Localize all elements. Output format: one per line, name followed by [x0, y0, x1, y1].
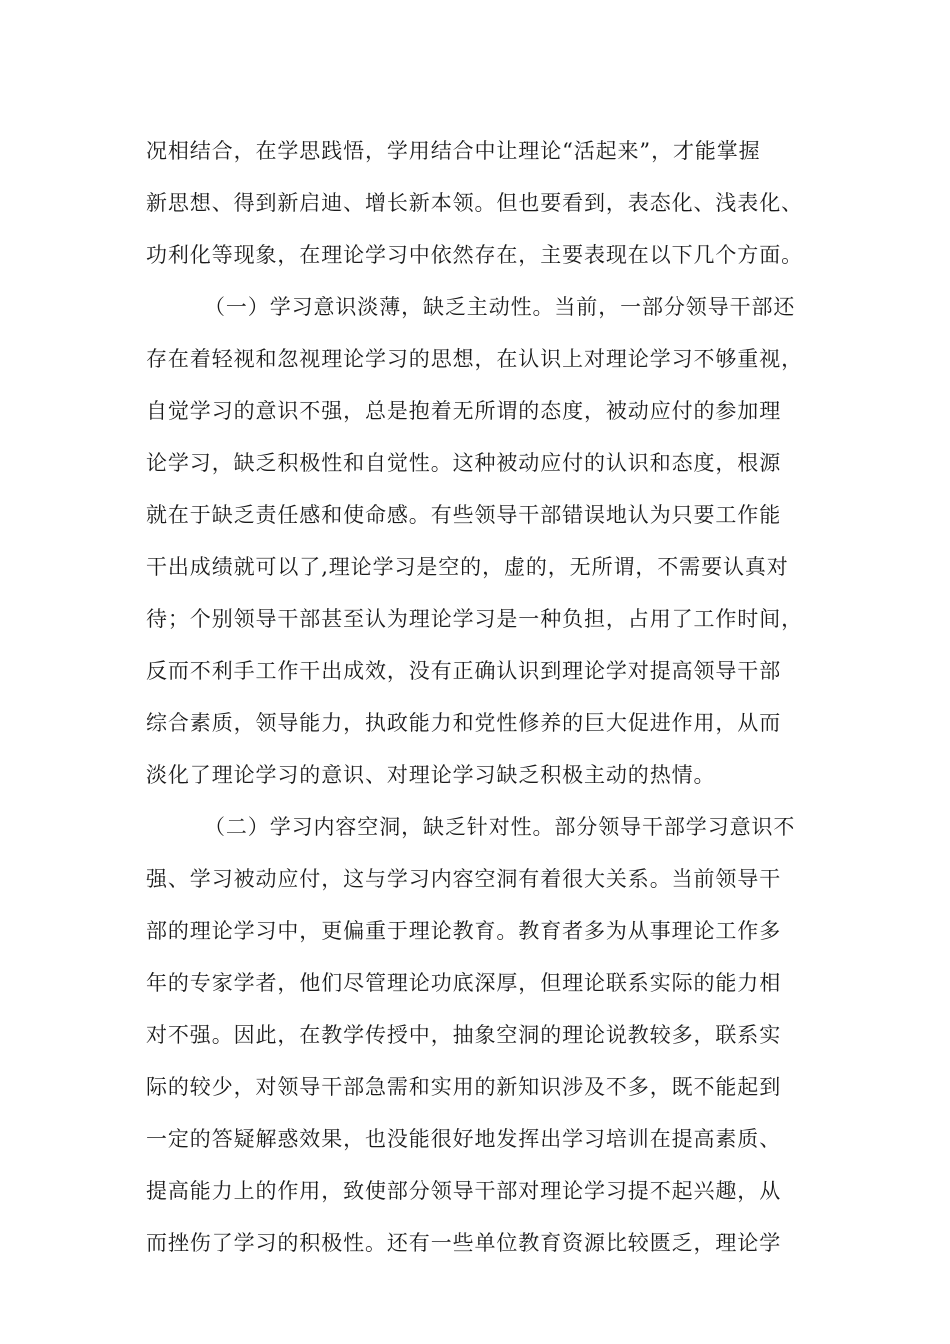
text-line: 就在于缺乏责任感和使命感。有些领导干部错误地认为只要工作能 [146, 503, 782, 527]
text-line: 反而不利手工作干出成效，没有正确认识到理论学对提高领导干部 [146, 659, 782, 683]
text-line: 对不强。因此，在教学传授中，抽象空洞的理论说教较多，联系实 [146, 1023, 782, 1047]
text-line: 部的理论学习中，更偏重于理论教育。教育者多为从事理论工作多 [146, 919, 782, 943]
text-line: 干出成绩就可以了,理论学习是空的，虚的，无所谓，不需要认真对 [146, 555, 789, 579]
text-line: 待；个别领导干部甚至认为理论学习是一种负担，占用了工作时间， [146, 607, 803, 631]
text-line: 际的较少，对领导干部急需和实用的新知识涉及不多，既不能起到 [146, 1075, 782, 1099]
text-line: 新思想、得到新启迪、增长新本领。但也要看到，表态化、浅表化、 [146, 191, 803, 215]
text-line: 功利化等现象，在理论学习中依然存在，主要表现在以下几个方面。 [146, 243, 803, 267]
section-heading-line: （一）学习意识淡薄，缺乏主动性。当前，一部分领导干部还 [204, 295, 796, 319]
text-line: 年的专家学者，他们尽管理论功底深厚，但理论联系实际的能力相 [146, 971, 782, 995]
text-line: 强、学习被动应付，这与学习内容空洞有着很大关系。当前领导干 [146, 867, 782, 891]
text-line: 而挫伤了学习的积极性。还有一些单位教育资源比较匮乏，理论学 [146, 1231, 782, 1255]
text-line: 况相结合，在学思践悟，学用结合中让理论“活起来”，才能掌握 [146, 139, 761, 163]
text-line: 存在着轻视和忽视理论学习的思想，在认识上对理论学习不够重视， [146, 347, 803, 371]
text-line: 提高能力上的作用，致使部分领导干部对理论学习提不起兴趣，从 [146, 1179, 782, 1203]
text-line: 淡化了理论学习的意识、对理论学习缺乏积极主动的热情。 [146, 763, 716, 787]
text-line: 一定的答疑解惑效果，也没能很好地发挥出学习培训在提高素质、 [146, 1127, 782, 1151]
text-line: 自觉学习的意识不强，总是抱着无所谓的态度，被动应付的参加理 [146, 399, 782, 423]
section-heading-line: （二）学习内容空洞，缺乏针对性。部分领导干部学习意识不 [204, 815, 796, 839]
text-line: 综合素质，领导能力，执政能力和党性修养的巨大促进作用，从而 [146, 711, 782, 735]
text-line: 论学习，缺乏积极性和自觉性。这种被动应付的认识和态度，根源 [146, 451, 782, 475]
